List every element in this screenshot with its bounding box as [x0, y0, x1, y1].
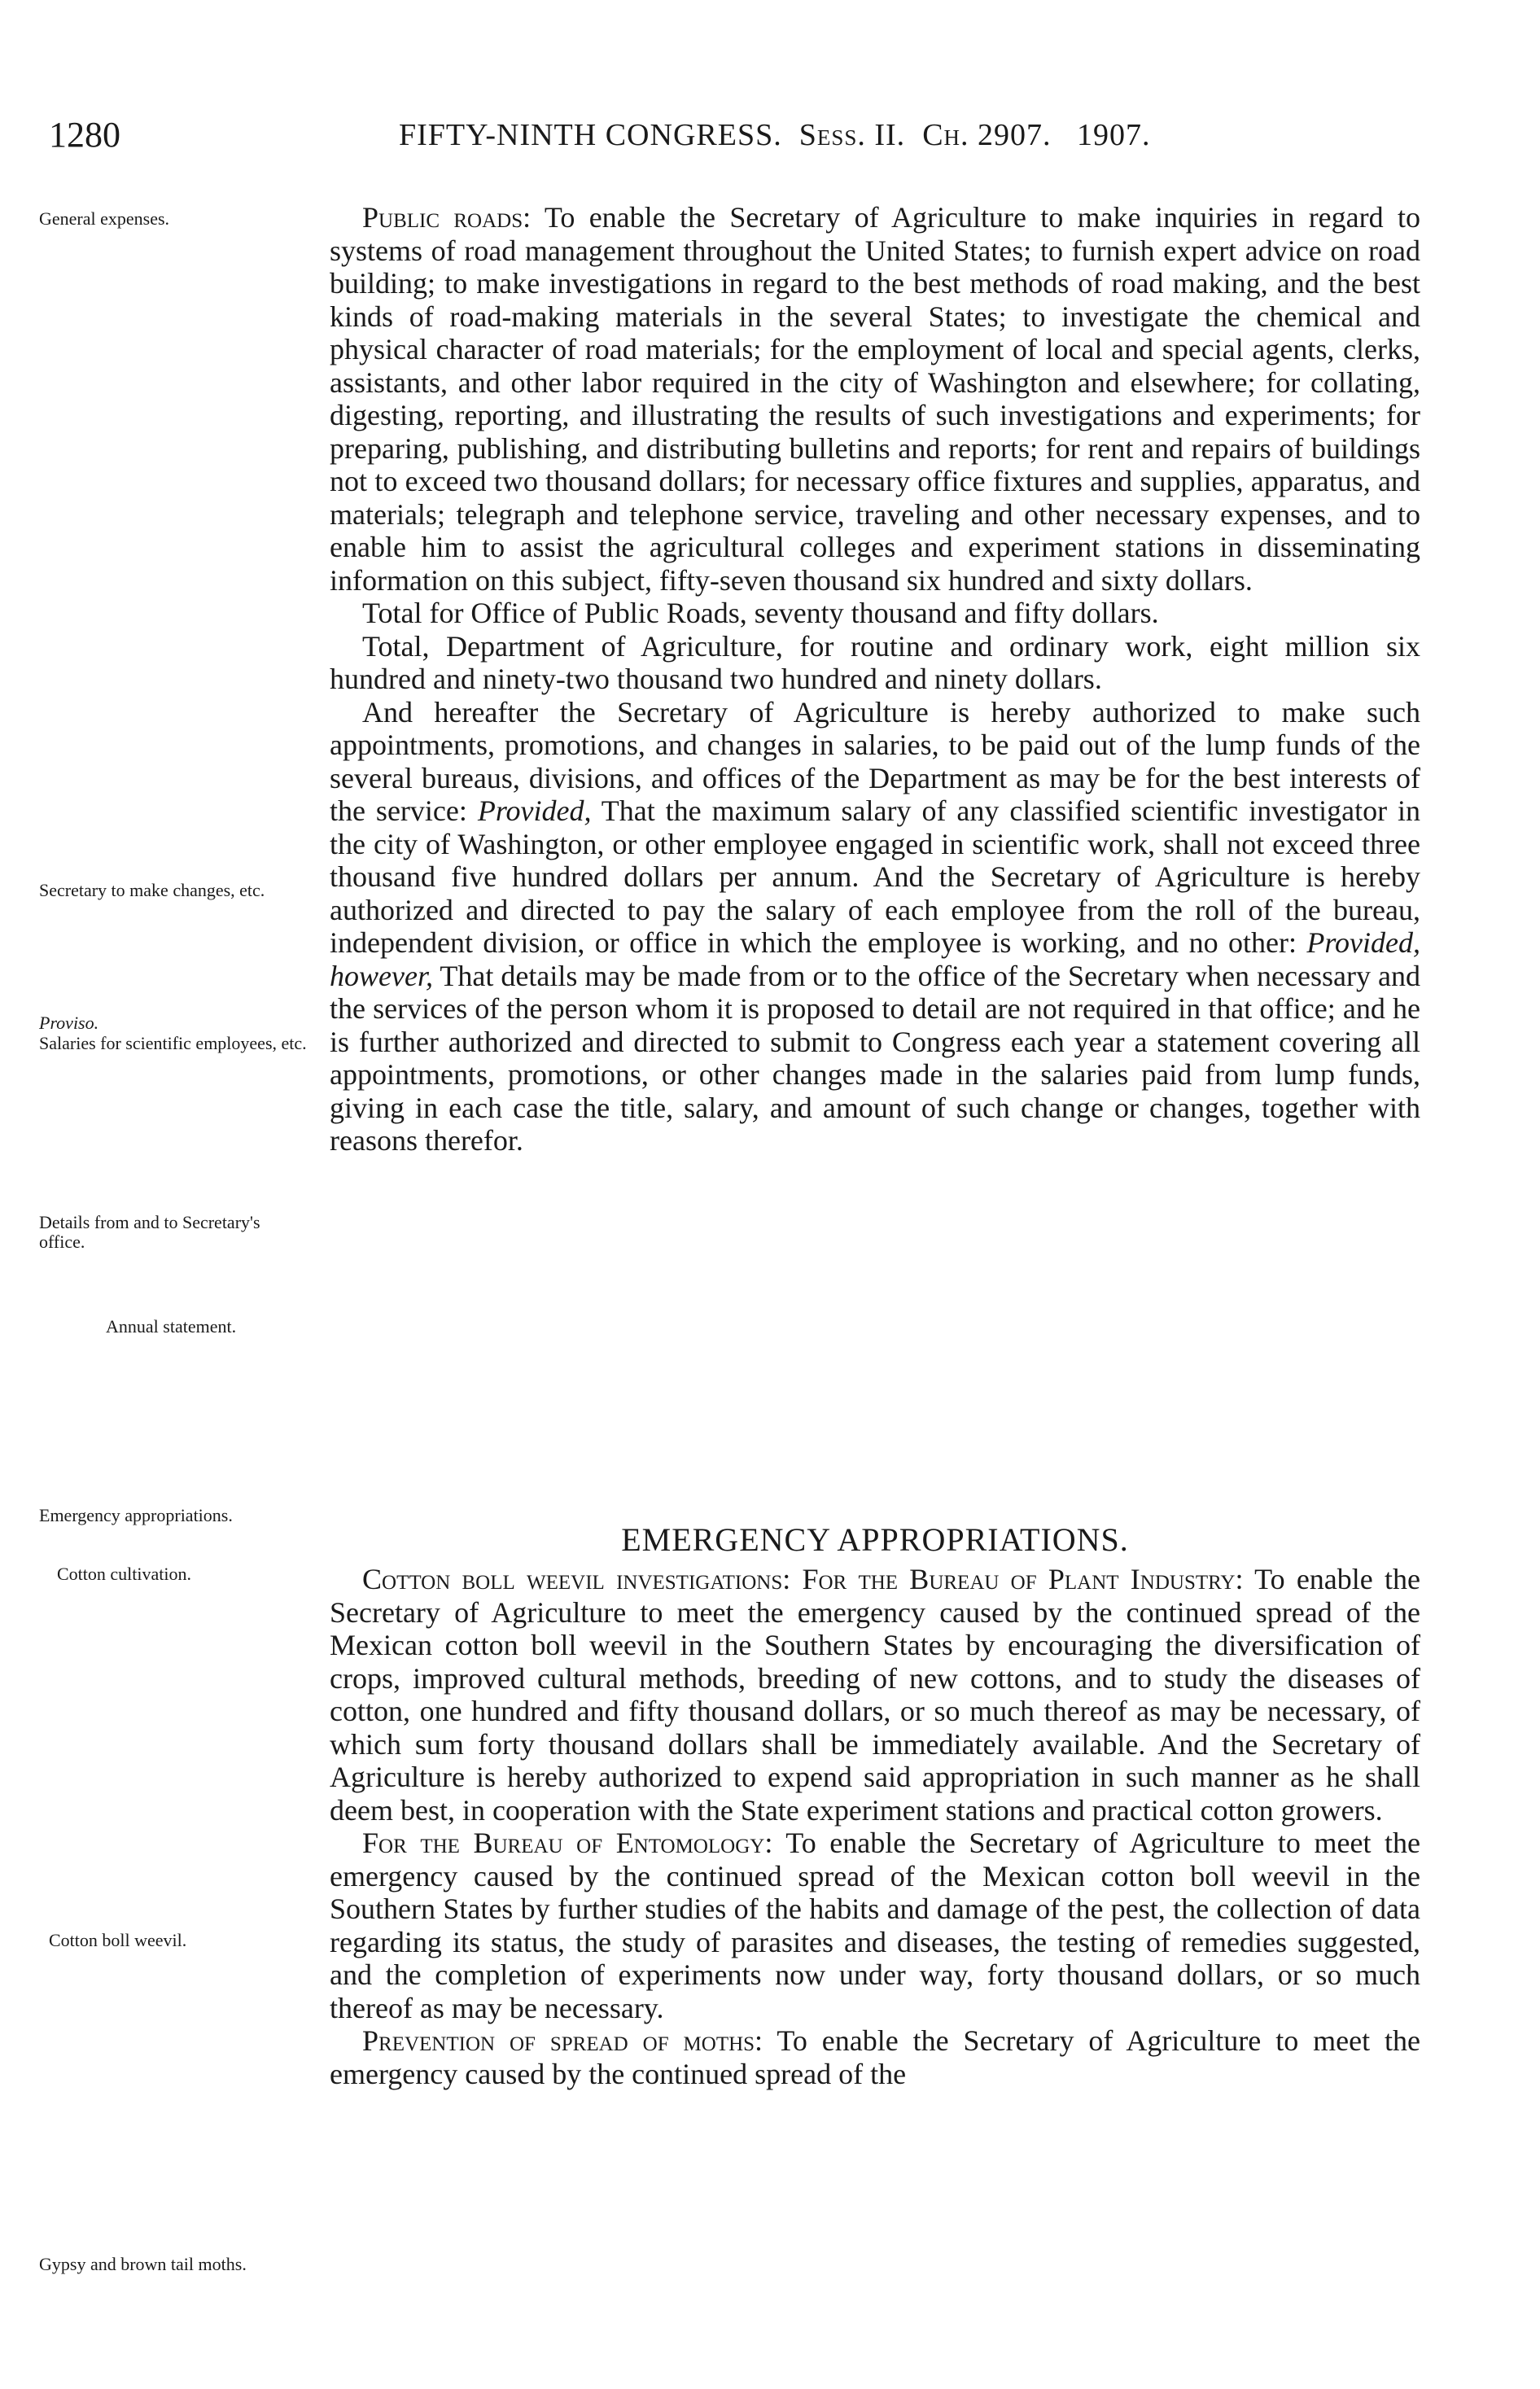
- paragraph-total-public-roads: Total for Office of Public Roads, seventy thousand and fifty dollars.: [362, 597, 1159, 629]
- text-entomology: To enable the Secretary of Agriculture to meet the emergency caused by the continued spread of the Mexican cotton boll weevil in the Southern States by further studies of the habits and damage of the pest, the collection of data regarding its status, the study of parasites and diseases, the testing of remedies suggested, and the completion of experiments now under way, forty thousand dollars, or so much thereof as may be necessary.: [330, 1827, 1420, 2024]
- paragraph-entomology: [330, 1827, 1420, 2024]
- body-block-2: [330, 1563, 1420, 2090]
- paragraph-secretary-authority: [330, 696, 1420, 1157]
- text-cotton-plant-industry: To enable the Secretary of Agriculture to meet the emergency caused by the continued spread of the Mexican cotton boll weevil in the Southern States by encouraging the diversification of crops, improved cultural methods, breeding of new cottons, and to study the diseases of cotton, one hundred and fifty thousand dollars, or so much thereof as may be necessary, of which sum forty thousand dollars shall be immediately available. And the Secretary of Agriculture is hereby authorized to expend said appropriation in such manner as he shall deem best, in cooperation with the State experiment stations and practical cotton growers.: [330, 1563, 1420, 1827]
- margin-note-emergency: Emergency appropriations.: [39, 1505, 233, 1525]
- text-public-roads: To enable the Secretary of Agriculture to make inquiries in regard to systems of road management throughout the United States; to furnish expert advice on road building; to make investigations in regard to the best methods of road making, and the best kinds of road-making materials in the several States; to investigate the chemical and physical character of road materials; for the employment of local and special agents, clerks, assistants, and other labor required in the city of Washington and elsewhere; for collating, digesting, reporting, and illustrating the results of such investigations and experiments; for preparing, publishing, and distributing bulletins and reports; for rent and repairs of buildings not to exceed two thousand dollars; for necessary office fixtures and supplies, apparatus, and materials; telegraph and telephone service, traveling and other necessary expenses, and to enable him to assist the agricultural colleges and experiment stations in disseminating information on this subject, fifty-seven thousand six hundred and sixty dollars.: [330, 201, 1420, 597]
- paragraph-public-roads: [330, 201, 1420, 597]
- lead-moths: Prevention of spread of moths:: [362, 2024, 763, 2057]
- text-authority-c: That details may be made from or to the office of the Secretary when necessary and the services of the person whom it is proposed to detail are not required in that office; and he is further authorized and directed to submit to Congress each year a statement covering all appointments, promotions, or other changes made in the salaries paid from lump funds, giving in each case the title, salary, and amount of such change or changes, together with reasons therefor.: [330, 959, 1420, 1157]
- paragraph-cotton-plant-industry: [330, 1563, 1420, 1827]
- congress-title: FIFTY-NINTH CONGRESS.: [399, 118, 782, 152]
- margin-note-cotton-boll-weevil: Cotton boll weevil.: [49, 1930, 187, 1950]
- text-provided-however: Provided, however,: [330, 926, 1421, 992]
- chapter: Ch. 2907.: [922, 118, 1052, 152]
- text-authority-a: And hereafter the Secretary of Agriculture is hereby authorized to make such appointments, promotions, and changes in salaries, to be paid out of the lump funds of the several bureaus, divisions, and offices of the Department as may be for the best interests of the service:: [330, 695, 1420, 827]
- margin-note-proviso: Proviso.: [39, 1013, 99, 1033]
- body-block-1: [330, 201, 1420, 1157]
- lead-entomology: For the Bureau of Entomology:: [362, 1827, 773, 1859]
- session: Sess. II.: [798, 118, 906, 152]
- paragraph-total-department: Total, Department of Agriculture, for routine and ordinary work, eight million six hundred and ninety-two thousand two hundred and ninety dollars.: [330, 629, 1420, 695]
- margin-note-annual-statement: Annual statement.: [106, 1316, 237, 1337]
- margin-note-salaries-scientific: Salaries for scientific employees, etc.: [39, 1033, 307, 1053]
- page-number: 1280: [49, 115, 120, 155]
- paragraph-moths: [330, 2024, 1420, 2090]
- year: 1907.: [1077, 118, 1151, 152]
- text-authority-b: That the maximum salary of any classified scientific investigator in the city of Washington, or other employee engaged in scientific work, shall not exceed three thousand five hundred dollars per annum. And the Secretary of Agriculture is hereby authorized and directed to pay the salary of each employee from the roll of the bureau, independent division, or office in which the employee is working, and no other:: [330, 794, 1421, 959]
- running-header: [49, 114, 1449, 163]
- margin-note-gypsy-moths: Gypsy and brown tail moths.: [39, 2254, 247, 2274]
- margin-note-secretary-changes: Secretary to make changes, etc.: [39, 880, 265, 900]
- margin-note-details: Details from and to Secretary's office.: [39, 1212, 260, 1252]
- lead-public-roads: Public roads:: [362, 201, 532, 234]
- text-provided: Provided,: [477, 794, 592, 827]
- margin-note-cotton-cultivation: Cotton cultivation.: [57, 1564, 191, 1584]
- running-title: [399, 117, 1151, 153]
- section-heading-emergency: EMERGENCY APPROPRIATIONS.: [621, 1521, 1129, 1558]
- lead-cotton-plant-industry: Cotton boll weevil investigations: For the Bureau of Plant Industry:: [362, 1563, 1244, 1595]
- margin-note-general-expenses: General expenses.: [39, 208, 170, 229]
- text-moths: To enable the Secretary of Agriculture to meet the emergency caused by the continued spread of the: [330, 2024, 1420, 2090]
